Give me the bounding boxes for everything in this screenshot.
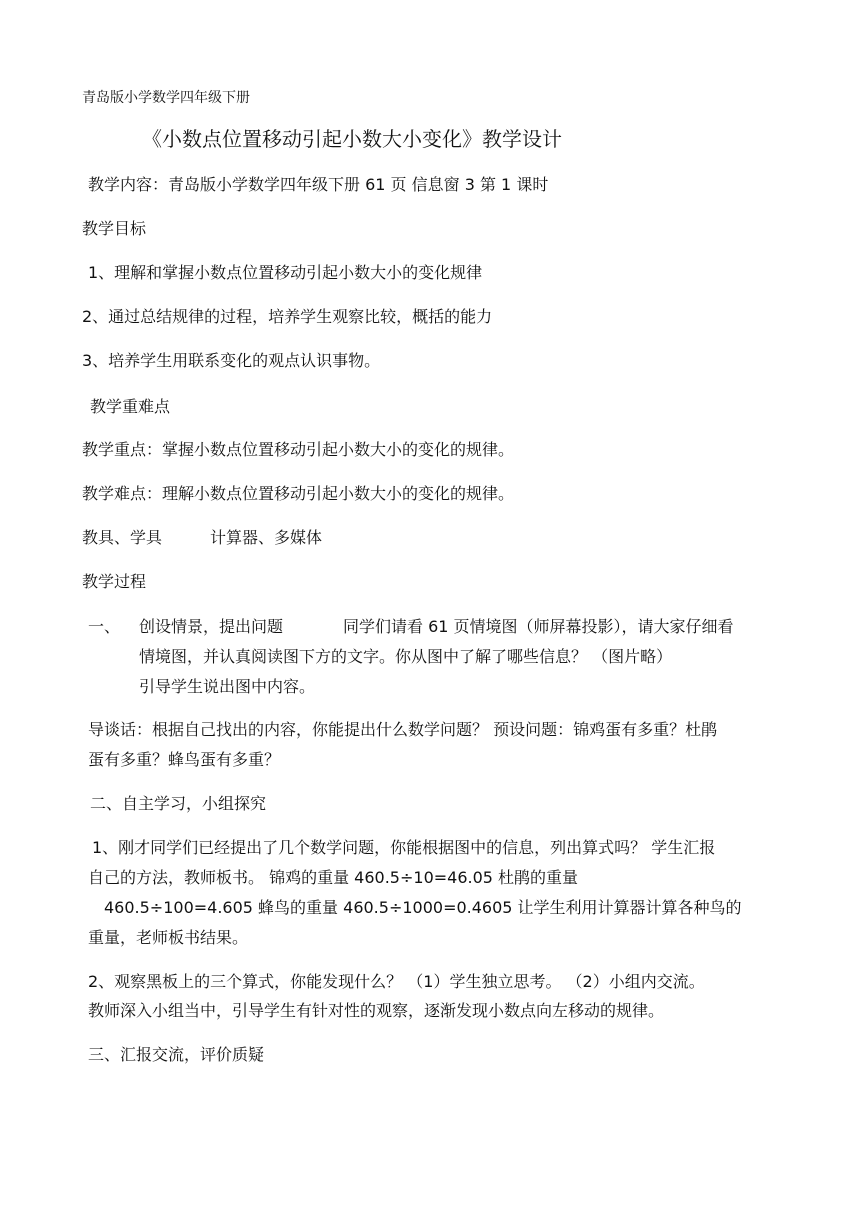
process-heading: 教学过程: [82, 572, 147, 591]
section-3-title: 三、汇报交流，评价质疑: [88, 1045, 265, 1064]
section-2-title: 二、自主学习，小组探究: [90, 794, 267, 813]
section-2-p1-line-2: 自己的方法，教师板书。 锦鸡的重量 460.5÷10=46.05 杜鹃的重量: [88, 868, 579, 887]
tools-value: 计算器、多媒体: [210, 528, 323, 547]
section-2-p2-line-2: 教师深入小组当中，引导学生有针对性的观察，逐渐发现小数点向左移动的规律。: [88, 1001, 665, 1020]
section-2-p1-line-1: 1、刚才同学们已经提出了几个数学问题，你能根据图中的信息，列出算式吗？ 学生汇报: [92, 838, 716, 857]
section-1-line-3: 引导学生说出图中内容。: [139, 677, 316, 696]
goal-item-3: 3、培养学生用联系变化的观点认识事物。: [82, 351, 381, 370]
document-title: 《小数点位置移动引起小数大小变化》教学设计: [142, 127, 562, 151]
goal-item-1: 1、理解和掌握小数点位置移动引起小数大小的变化规律: [88, 263, 483, 282]
header-note: 青岛版小学数学四年级下册: [82, 90, 250, 106]
tools-label: 教具、学具: [82, 528, 163, 547]
key-points-heading: 教学重难点: [90, 397, 171, 416]
goals-heading: 教学目标: [82, 219, 147, 238]
section-1-line-2: 情境图，并认真阅读图下方的文字。你从图中了解了哪些信息？ （图片略）: [139, 647, 673, 666]
section-2-p1-line-3: 460.5÷100=4.605 蜂鸟的重量 460.5÷1000=0.4605 让学生利用计算器计算各种鸟的: [104, 898, 742, 917]
key-point-focus: 教学重点：掌握小数点位置移动引起小数大小的变化的规律。: [82, 440, 515, 459]
teaching-content: 教学内容：青岛版小学数学四年级下册 61 页 信息窗 3 第 1 课时: [88, 175, 549, 194]
goal-item-2: 2、通过总结规律的过程，培养学生观察比较，概括的能力: [82, 307, 493, 326]
section-1-number: 一、: [88, 617, 121, 636]
key-point-difficulty: 教学难点：理解小数点位置移动引起小数大小的变化的规律。: [82, 484, 515, 503]
section-1-line-1: 同学们请看 61 页情境图（师屏幕投影），请大家仔细看: [343, 617, 734, 636]
section-2-p1-line-4: 重量，老师板书结果。: [88, 928, 249, 947]
tools-line: [82, 528, 322, 548]
section-1-title: 创设情景，提出问题: [139, 617, 284, 636]
section-2-p2-line-1: 2、观察黑板上的三个算式，你能发现什么？ （1）学生独立思考。 （2）小组内交流。: [88, 972, 705, 991]
guide-line-1: 导谈话：根据自己找出的内容，你能提出什么数学问题？ 预设问题：锦鸡蛋有多重？杜鹃: [88, 720, 718, 739]
guide-line-2: 蛋有多重？蜂鸟蛋有多重？: [88, 750, 281, 769]
